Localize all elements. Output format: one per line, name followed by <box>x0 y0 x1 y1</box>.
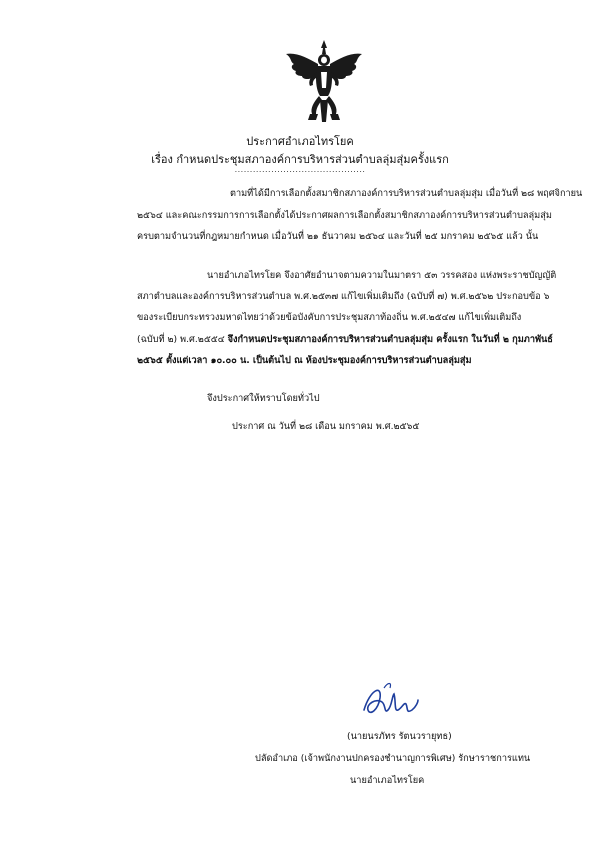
paragraph1-line1: ตามที่ได้มีการเลือกตั้งสมาชิกสภาองค์การบริหารส่วนตำบลลุ่มสุ่ม เมื่อวันที่ ๒๘ พฤศจิกายน <box>230 188 583 199</box>
signatory-office: นายอำเภอไทรโยค <box>350 775 425 786</box>
closing-text: จึงประกาศให้ทราบโดยทั่วไป <box>207 393 320 404</box>
garuda-emblem-icon <box>282 38 366 124</box>
paragraph2-line3: ของระเบียบกระทรวงมหาดไทยว่าด้วยข้อบังคับการประชุมสภาท้องถิ่น พ.ศ.๒๕๔๗ แก้ไขเพิ่มเติมถึง <box>137 312 522 323</box>
signatory-name: (นายนรภัทร รัตนวรายุทธ) <box>347 731 452 742</box>
announced-date: ประกาศ ณ วันที่ ๒๘ เดือน มกราคม พ.ศ.๒๕๖๕ <box>232 421 420 432</box>
paragraph2-line4-bold: จึงกำหนดประชุมสภาองค์การบริหารส่วนตำบลลุ่มสุ่ม ครั้งแรก ในวันที่ ๒ กุมภาพันธ์ <box>227 334 553 345</box>
separator-line: ........................................... <box>234 165 366 174</box>
paragraph2-line5: ๒๕๖๕ ตั้งแต่เวลา ๑๐.๐๐ น. เป็นต้นไป ณ ห้องประชุมองค์การบริหารส่วนตำบลลุ่มสุ่ม <box>137 355 472 366</box>
paragraph2-line2: สภาตำบลและองค์การบริหารส่วนตำบล พ.ศ.๒๕๓๗ แก้ไขเพิ่มเติมถึง (ฉบับที่ ๗) พ.ศ.๒๕๖๒ ประกอบข้อ ๖ <box>137 291 550 302</box>
paragraph2-line4-normal: (ฉบับที่ ๒) พ.ศ.๒๕๕๔ <box>137 334 228 345</box>
paragraph1-line2: ๒๕๖๔ และคณะกรรมการการเลือกตั้งได้ประกาศผลการเลือกตั้งสมาชิกสภาองค์การบริหารส่วนตำบลลุ่มสุ่ม <box>137 210 552 221</box>
paragraph2-line1: นายอำเภอไทรโยค จึงอาศัยอำนาจตามความในมาตรา ๕๓ วรรคสอง แห่งพระราชบัญญัติ <box>207 270 557 281</box>
announcement-header: ประกาศอำเภอไทรโยค <box>246 135 354 148</box>
paragraph2-line4 <box>137 334 553 346</box>
paragraph1-line3: ครบตามจำนวนที่กฎหมายกำหนด เมื่อวันที่ ๒๑ ธันวาคม ๒๕๖๔ และวันที่ ๒๕ มกราคม ๒๕๖๕ แล้ว นั้น <box>137 231 539 242</box>
announcement-subject: เรื่อง กำหนดประชุมสภาองค์การบริหารส่วนตำบลลุ่มสุ่มครั้งแรก <box>151 153 449 166</box>
handwritten-signature <box>360 680 420 724</box>
signatory-position: ปลัดอำเภอ (เจ้าพนักงานปกครองชำนาญการพิเศษ) รักษาราชการแทน <box>255 753 531 764</box>
